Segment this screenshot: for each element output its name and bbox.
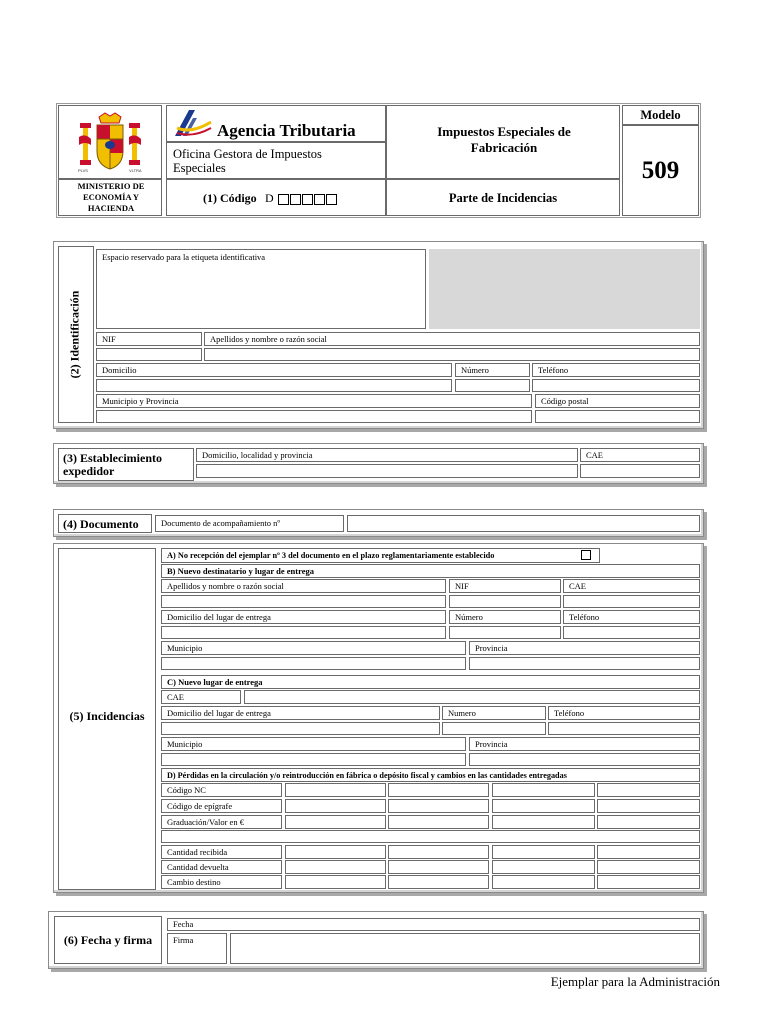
- nif-input[interactable]: [96, 348, 202, 361]
- codigo-digit-boxes[interactable]: [277, 190, 337, 208]
- b-cae-label-cell: [563, 579, 700, 593]
- ministry-box: [58, 179, 162, 216]
- codigo-prefix: D: [265, 191, 274, 205]
- c-telefono-label-cell: [548, 706, 700, 720]
- subtitle-box: [386, 179, 620, 216]
- numero-input[interactable]: [455, 379, 530, 392]
- c-numero-label-cell: [442, 706, 546, 720]
- fecha-label-cell: [167, 918, 700, 931]
- agency-box: [166, 105, 386, 142]
- d-codigo-nc-input[interactable]: [492, 783, 595, 797]
- b-domicilio-input[interactable]: [161, 626, 446, 639]
- establecimiento-side: [58, 448, 194, 481]
- b-municipio-input[interactable]: [161, 657, 466, 670]
- cp-label-cell: [535, 394, 700, 408]
- establecimiento-cae-label-cell: [580, 448, 700, 462]
- label-sticker-area: [429, 249, 700, 329]
- firma-label-cell: [167, 933, 227, 964]
- etiqueta-label: Espacio reservado para la etiqueta identificativa: [102, 252, 266, 262]
- c-provincia-label: Provincia: [475, 739, 508, 749]
- section-d-row: [161, 768, 700, 782]
- b-nombre-label-cell: [161, 579, 446, 593]
- d-devuelta-label-cell: [161, 860, 282, 874]
- acompanamiento-input[interactable]: [347, 515, 700, 532]
- municipio-input[interactable]: [96, 410, 532, 423]
- section-a-label: A) No recepción del ejemplar nº 3 del documento en el plazo reglamentariamente establecido: [167, 551, 495, 560]
- ministry-name: MINISTERIO DE ECONOMÍA Y HACIENDA: [77, 181, 145, 213]
- b-provincia-label-cell: [469, 641, 700, 655]
- d-codigo-nc-input[interactable]: [285, 783, 386, 797]
- b-nombre-input[interactable]: [161, 595, 446, 608]
- section-a-checkbox[interactable]: [581, 550, 591, 560]
- d-epigrafe-input[interactable]: [597, 799, 700, 813]
- establecimiento-cae-label: CAE: [586, 450, 603, 460]
- d-recibida-label-cell: [161, 845, 282, 859]
- d-devuelta-input[interactable]: [597, 860, 700, 874]
- b-numero-label-cell: [449, 610, 561, 624]
- c-numero-input[interactable]: [442, 722, 546, 735]
- codigo-digit-box[interactable]: [302, 194, 313, 205]
- modelo-number-box: [622, 125, 699, 216]
- d-epigrafe-input[interactable]: [388, 799, 489, 813]
- nif-label-cell: [96, 332, 202, 346]
- numero-label: Número: [461, 365, 489, 375]
- c-provincia-input[interactable]: [469, 753, 700, 766]
- b-nombre-label: Apellidos y nombre o razón social: [167, 581, 284, 591]
- domicilio-input[interactable]: [96, 379, 452, 392]
- b-provincia-input[interactable]: [469, 657, 700, 670]
- svg-text:PLVS: PLVS: [78, 168, 88, 173]
- domicilio-label: Domicilio: [102, 365, 137, 375]
- c-domicilio-label: Domicilio del lugar de entrega: [167, 708, 271, 718]
- svg-text:VLTRA: VLTRA: [129, 168, 142, 173]
- d-codigo-nc-label: Código NC: [167, 785, 206, 795]
- modelo-label: Modelo: [640, 108, 681, 122]
- b-nif-label: NIF: [455, 581, 469, 591]
- b-numero-label: Número: [455, 612, 483, 622]
- firma-section-label: (6) Fecha y firma: [63, 933, 153, 947]
- b-telefono-input[interactable]: [563, 626, 700, 639]
- b-nif-input[interactable]: [449, 595, 561, 608]
- firma-label: Firma: [173, 935, 194, 945]
- codigo-digit-box[interactable]: [326, 194, 337, 205]
- modelo-number: 509: [641, 157, 680, 184]
- c-municipio-input[interactable]: [161, 753, 466, 766]
- c-municipio-label: Municipio: [167, 739, 203, 749]
- acompanamiento-label: Documento de acompañamiento nº: [161, 518, 280, 528]
- section-d-label: D) Pérdidas en la circulación y/o reintroducción en fábrica o depósito fiscal y cambios en las cantidades entregadas: [167, 771, 567, 780]
- d-cambio-label: Cambio destino: [167, 877, 221, 887]
- b-cae-label: CAE: [569, 581, 586, 591]
- b-municipio-label-cell: [161, 641, 466, 655]
- office-box: [166, 142, 386, 179]
- d-graduacion-label: Graduación/Valor en €: [167, 817, 244, 827]
- establecimiento-section-label: (3) Establecimiento expedidor: [63, 451, 162, 478]
- d-cambio-input[interactable]: [597, 875, 700, 889]
- firma-side: [54, 916, 162, 964]
- nif-label: NIF: [102, 334, 116, 344]
- codigo-label: (1) Código: [203, 191, 257, 205]
- d-cambio-label-cell: [161, 875, 282, 889]
- d-codigo-nc-input[interactable]: [597, 783, 700, 797]
- b-domicilio-label-cell: [161, 610, 446, 624]
- d-epigrafe-input[interactable]: [285, 799, 386, 813]
- c-cae-label: CAE: [167, 692, 184, 702]
- municipio-label-cell: [96, 394, 532, 408]
- d-codigo-nc-input[interactable]: [388, 783, 489, 797]
- nombre-input[interactable]: [204, 348, 700, 361]
- b-cae-input[interactable]: [563, 595, 700, 608]
- telefono-label: Teléfono: [538, 365, 569, 375]
- codigo-box: [166, 179, 386, 216]
- d-cambio-input[interactable]: [492, 875, 595, 889]
- d-graduacion-input[interactable]: [597, 815, 700, 829]
- b-telefono-label: Teléfono: [569, 612, 600, 622]
- c-municipio-label-cell: [161, 737, 466, 751]
- section-c-row: [161, 675, 700, 689]
- coat-of-arms-box: [58, 105, 162, 179]
- d-recibida-input[interactable]: [597, 845, 700, 859]
- municipio-label: Municipio y Provincia: [102, 396, 179, 406]
- establecimiento-domicilio-label: Domicilio, localidad y provincia: [202, 450, 313, 460]
- office-name: Oficina Gestora de Impuestos Especiales: [173, 147, 322, 175]
- ejemplar-footer: Ejemplar para la Administración: [550, 974, 720, 989]
- b-domicilio-label: Domicilio del lugar de entrega: [167, 612, 271, 622]
- c-cae-input[interactable]: [244, 690, 700, 704]
- agency-name: Agencia Tributaria: [217, 121, 356, 140]
- establecimiento-cae-input[interactable]: [580, 464, 700, 478]
- tax-title: Impuestos Especiales de Fabricación: [437, 124, 571, 155]
- d-recibida-input[interactable]: [492, 845, 595, 859]
- b-municipio-label: Municipio: [167, 643, 203, 653]
- codigo-digit-box[interactable]: [278, 194, 289, 205]
- d-spacer-row: [161, 830, 700, 843]
- d-recibida-label: Cantidad recibida: [167, 847, 228, 857]
- incidencias-section-label: (5) Incidencias: [69, 709, 145, 723]
- incidencias-side: [58, 548, 156, 890]
- codigo-digit-box[interactable]: [290, 194, 301, 205]
- c-cae-label-cell: [161, 690, 241, 704]
- tax-title-box: [386, 105, 620, 179]
- c-domicilio-input[interactable]: [161, 722, 440, 735]
- c-telefono-input[interactable]: [548, 722, 700, 735]
- agency-logo-icon: [171, 108, 213, 140]
- section-b-row: [161, 564, 700, 578]
- modelo-label-box: [622, 105, 699, 125]
- d-cambio-input[interactable]: [285, 875, 386, 889]
- c-telefono-label: Teléfono: [554, 708, 585, 718]
- establecimiento-domicilio-label-cell: [196, 448, 578, 462]
- domicilio-label-cell: [96, 363, 452, 377]
- cp-input[interactable]: [535, 410, 700, 423]
- establecimiento-domicilio-input[interactable]: [196, 464, 578, 478]
- section-c-label: C) Nuevo lugar de entrega: [167, 677, 263, 687]
- nombre-label: Apellidos y nombre o razón social: [210, 334, 327, 344]
- d-devuelta-input[interactable]: [388, 860, 489, 874]
- cp-label: Código postal: [541, 396, 589, 406]
- c-domicilio-label-cell: [161, 706, 440, 720]
- d-graduacion-label-cell: [161, 815, 282, 829]
- d-devuelta-input[interactable]: [492, 860, 595, 874]
- d-epigrafe-input[interactable]: [492, 799, 595, 813]
- coat-of-arms-icon: [75, 111, 145, 173]
- b-numero-input[interactable]: [449, 626, 561, 639]
- d-graduacion-input[interactable]: [492, 815, 595, 829]
- telefono-input[interactable]: [532, 379, 700, 392]
- nombre-label-cell: [204, 332, 700, 346]
- d-devuelta-input[interactable]: [285, 860, 386, 874]
- b-telefono-label-cell: [563, 610, 700, 624]
- documento-side: [58, 514, 152, 533]
- d-recibida-input[interactable]: [285, 845, 386, 859]
- d-epigrafe-label: Código de epígrafe: [167, 801, 233, 811]
- d-recibida-input[interactable]: [388, 845, 489, 859]
- identificacion-side: [58, 246, 94, 423]
- telefono-label-cell: [532, 363, 700, 377]
- codigo-digit-box[interactable]: [314, 194, 325, 205]
- fecha-label: Fecha: [173, 919, 194, 929]
- b-provincia-label: Provincia: [475, 643, 508, 653]
- firma-input[interactable]: [230, 933, 700, 964]
- d-devuelta-label: Cantidad devuelta: [167, 862, 229, 872]
- identificacion-section-label: (2) Identificación: [67, 290, 82, 379]
- d-codigo-nc-label-cell: [161, 783, 282, 797]
- d-epigrafe-label-cell: [161, 799, 282, 813]
- b-nif-label-cell: [449, 579, 561, 593]
- d-graduacion-input[interactable]: [285, 815, 386, 829]
- c-provincia-label-cell: [469, 737, 700, 751]
- form-subtitle: Parte de Incidencias: [448, 191, 558, 205]
- numero-label-cell: [455, 363, 530, 377]
- d-cambio-input[interactable]: [388, 875, 489, 889]
- documento-section-label: (4) Documento: [63, 517, 139, 531]
- etiqueta-area[interactable]: [96, 249, 426, 329]
- section-b-label: B) Nuevo destinatario y lugar de entrega: [167, 566, 315, 576]
- d-graduacion-input[interactable]: [388, 815, 489, 829]
- section-a-row: [161, 548, 600, 563]
- acompanamiento-label-cell: [155, 515, 344, 532]
- c-numero-label: Numero: [448, 708, 476, 718]
